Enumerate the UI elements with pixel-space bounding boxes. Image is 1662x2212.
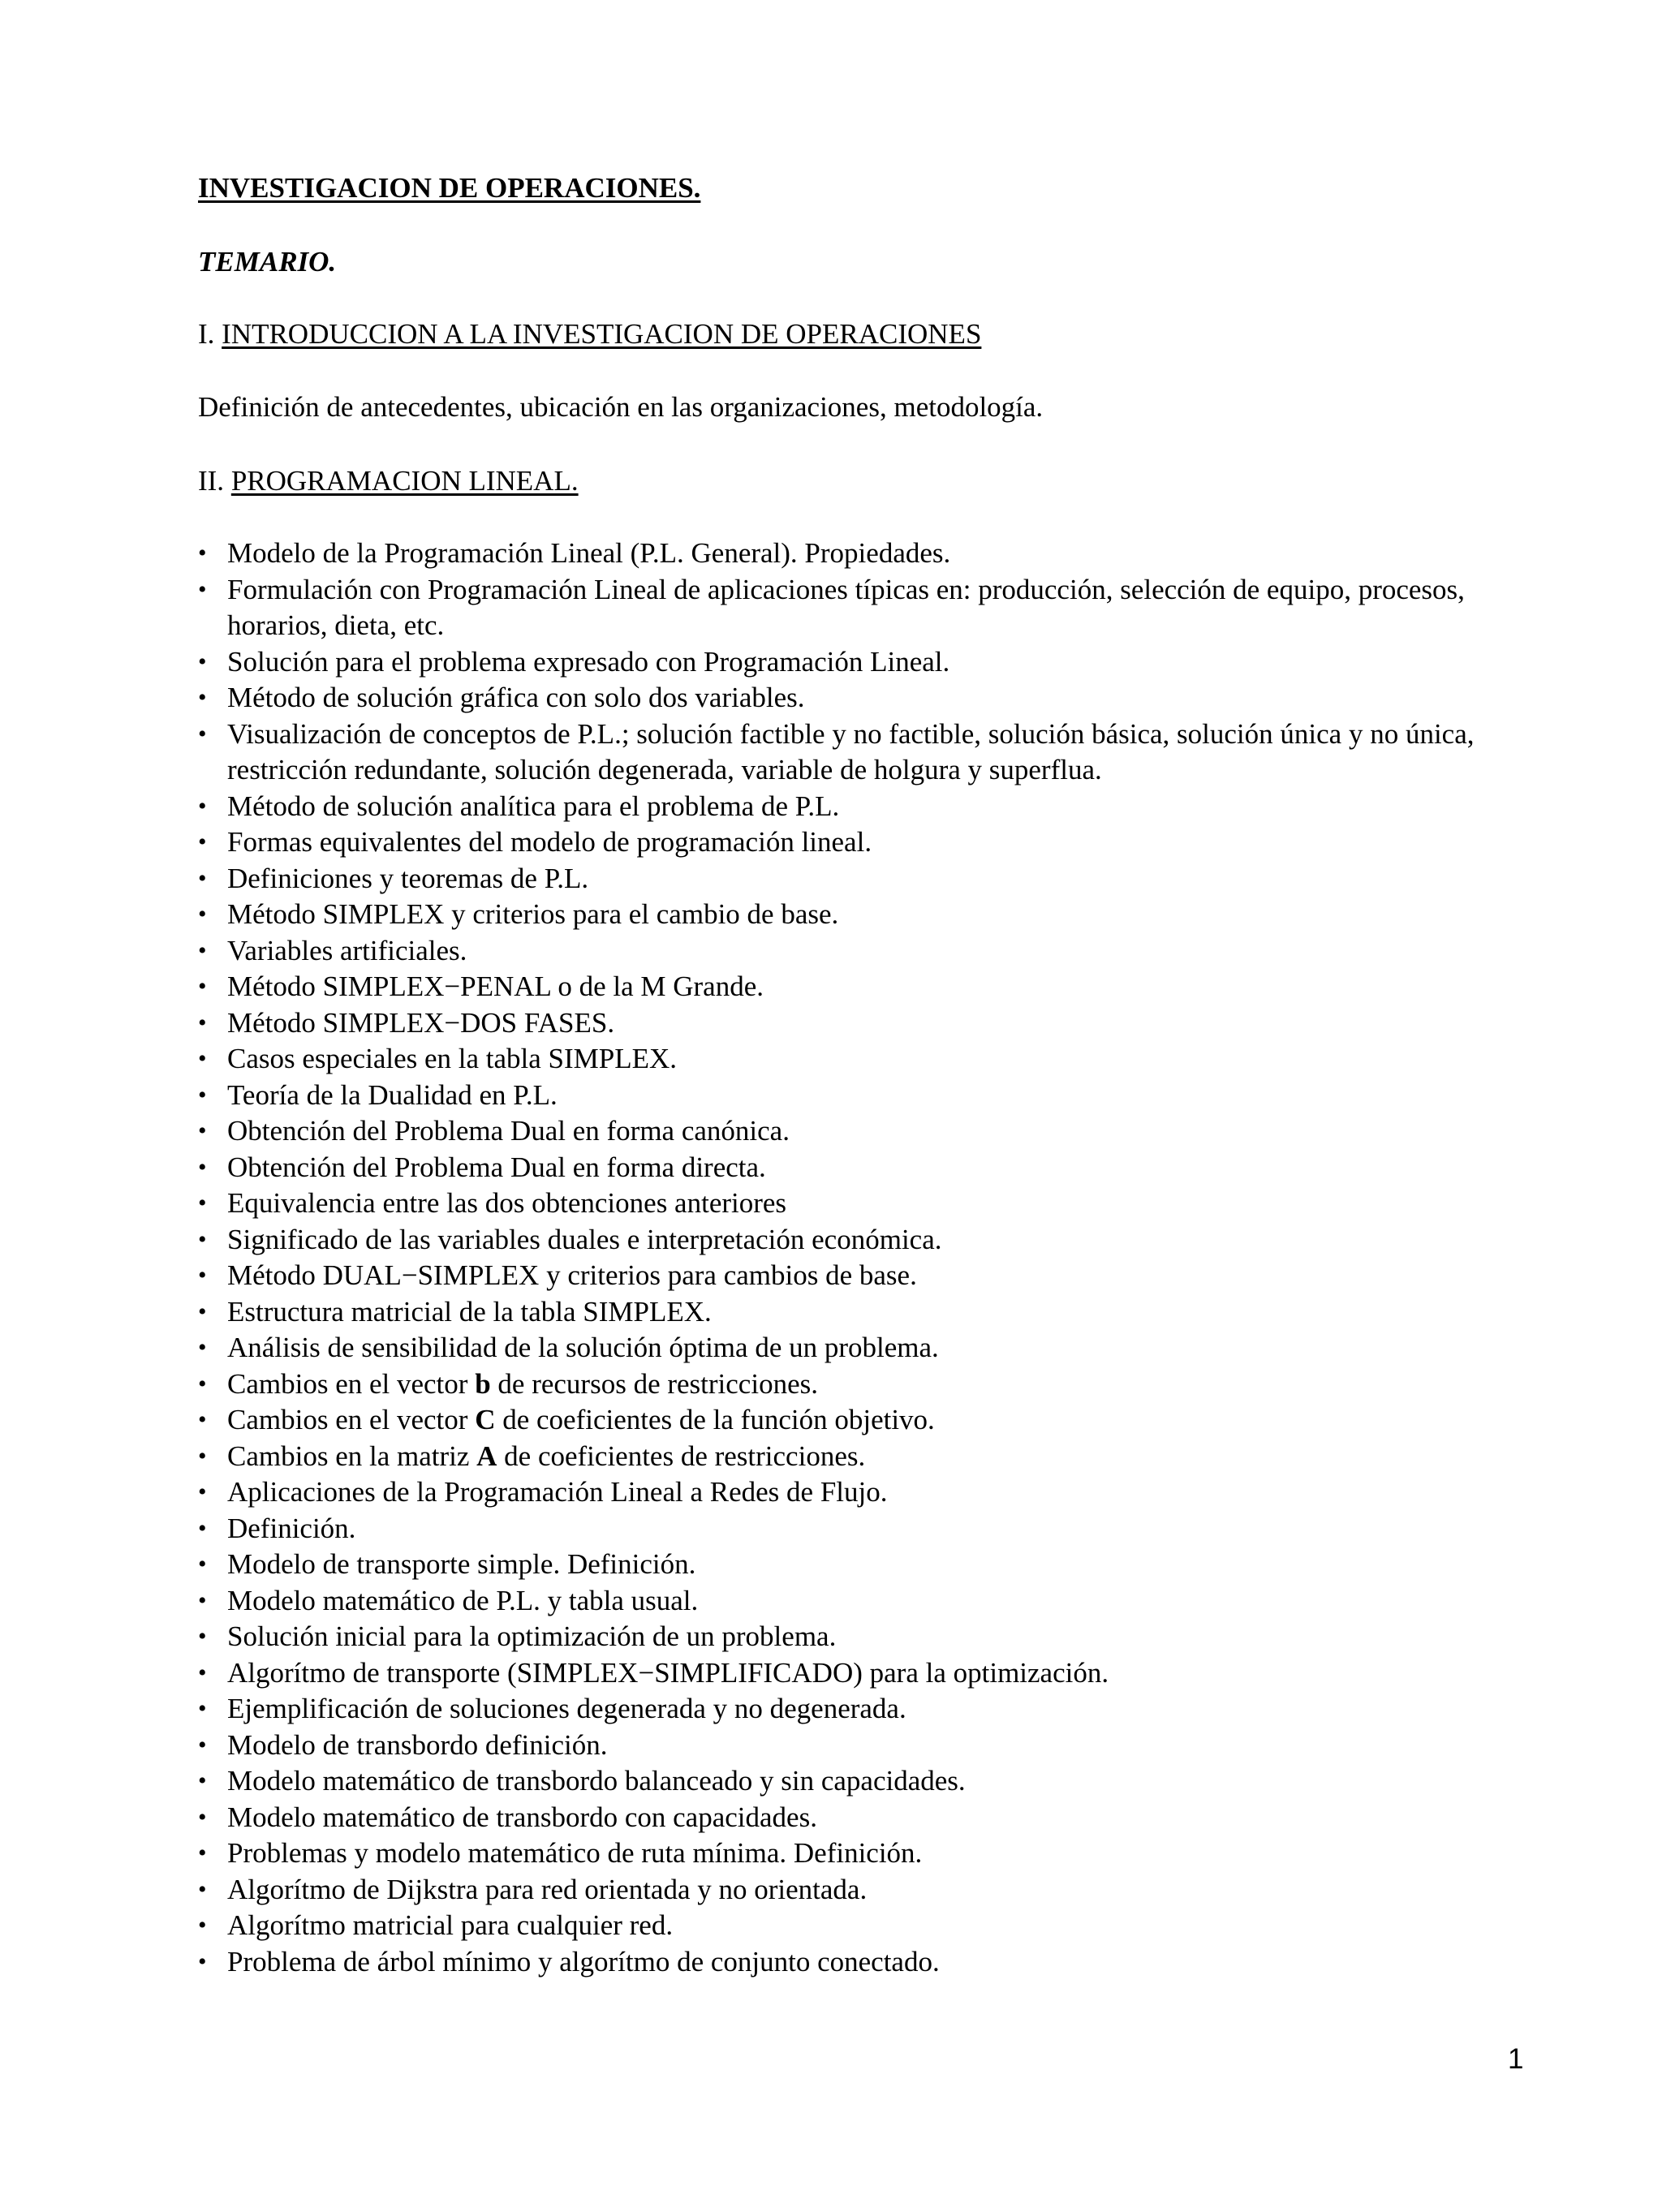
list-item <box>198 789 1513 825</box>
list-item-text: Visualización de conceptos de P.L.; solución factible y no factible, solución básica, solución única y no única, restricción redundante, solución degenerada, variable de holgura y superflua. <box>227 717 1475 785</box>
list-item-text: Método DUAL−SIMPLEX y criterios para cambios de base. <box>227 1259 917 1291</box>
list-item <box>198 644 1513 681</box>
list-item <box>198 717 1513 789</box>
bullet-icon: • <box>198 1947 207 1975</box>
bullet-icon: • <box>198 1045 207 1072</box>
topic-list <box>198 536 1513 1980</box>
bold-term: b <box>475 1367 491 1400</box>
bold-term: C <box>475 1404 496 1435</box>
page-number: 1 <box>1508 2043 1524 2075</box>
bullet-icon: • <box>198 1875 207 1903</box>
list-item <box>198 969 1513 1005</box>
list-item-text: Cambios en la matriz A de coeficientes de restricciones. <box>227 1440 866 1472</box>
list-item <box>198 1800 1513 1836</box>
list-item-text: Método SIMPLEX−DOS FASES. <box>227 1006 615 1039</box>
bullet-icon: • <box>198 792 207 820</box>
list-item <box>198 897 1513 933</box>
list-item <box>198 933 1513 970</box>
section-heading-introduccion <box>198 318 981 351</box>
bullet-icon: • <box>198 1478 207 1505</box>
list-item <box>198 824 1513 861</box>
bullet-icon: • <box>198 973 207 1000</box>
list-item <box>198 861 1513 897</box>
list-item <box>198 1294 1513 1331</box>
list-item-text: Modelo de la Programación Lineal (P.L. General). Propiedades. <box>227 537 951 569</box>
list-item <box>198 1041 1513 1078</box>
bullet-icon: • <box>198 1117 207 1144</box>
list-item-text: Solución para el problema expresado con Programación Lineal. <box>227 645 950 678</box>
bullet-icon: • <box>198 1406 207 1433</box>
bullet-icon: • <box>198 1695 207 1722</box>
bullet-icon: • <box>198 1334 207 1361</box>
list-item <box>198 1691 1513 1728</box>
list-item <box>198 1619 1513 1655</box>
list-item-text: Significado de las variables duales e interpretación económica. <box>227 1223 942 1255</box>
bullet-icon: • <box>198 720 207 747</box>
list-item-text: Aplicaciones de la Programación Lineal a Redes de Flujo. <box>227 1476 888 1508</box>
bullet-icon: • <box>198 1731 207 1758</box>
list-item-text: Formulación con Programación Lineal de aplicaciones típicas en: producción, selección de equipo, procesos, horarios, dieta, etc. <box>227 573 1465 641</box>
bullet-icon: • <box>198 1623 207 1650</box>
list-item-text: Modelo matemático de P.L. y tabla usual. <box>227 1584 699 1616</box>
bullet-icon: • <box>198 1009 207 1036</box>
list-item-text: Análisis de sensibilidad de la solución óptima de un problema. <box>227 1332 939 1363</box>
list-item-text: Formas equivalentes del modelo de programación lineal. <box>227 826 872 858</box>
list-item <box>198 1113 1513 1150</box>
bullet-icon: • <box>198 1225 207 1253</box>
list-item-text: Algorítmo de transporte (SIMPLEX−SIMPLIFICADO) para la optimización. <box>227 1656 1109 1689</box>
bold-term: A <box>476 1440 497 1472</box>
list-item <box>198 1511 1513 1547</box>
bullet-icon: • <box>198 1262 207 1289</box>
list-item-text: Cambios en el vector C de coeficientes de la función objetivo. <box>227 1404 935 1435</box>
list-item <box>198 1222 1513 1259</box>
list-item-text: Modelo matemático de transbordo balanceado y sin capacidades. <box>227 1765 966 1797</box>
list-item-text: Modelo de transporte simple. Definición. <box>227 1548 696 1580</box>
section-title: PROGRAMACION LINEAL. <box>230 465 579 497</box>
list-item-text: Método SIMPLEX−PENAL o de la M Grande. <box>227 970 764 1002</box>
list-item-text: Solución inicial para la optimización de un problema. <box>227 1620 837 1652</box>
list-item <box>198 1150 1513 1186</box>
bullet-icon: • <box>198 684 207 711</box>
bullet-icon: • <box>198 1190 207 1216</box>
section-paragraph: Definición de antecedentes, ubicación en las organizaciones, metodología. <box>198 391 1044 423</box>
list-item <box>198 572 1513 644</box>
list-item-text: Método de solución gráfica con solo dos variables. <box>227 682 805 713</box>
bullet-icon: • <box>198 1767 207 1794</box>
list-item-text: Método SIMPLEX y criterios para el cambio de base. <box>227 898 839 930</box>
list-item <box>198 1872 1513 1909</box>
list-item <box>198 536 1513 572</box>
list-item-text: Obtención del Problema Dual en forma directa. <box>227 1151 766 1183</box>
section-number: I. <box>198 318 215 350</box>
bullet-icon: • <box>198 648 207 675</box>
bullet-icon: • <box>198 828 207 855</box>
list-item-text: Problema de árbol mínimo y algorítmo de conjunto conectado. <box>227 1945 940 1977</box>
bullet-icon: • <box>198 936 207 964</box>
list-item-text: Método de solución analítica para el problema de P.L. <box>227 790 840 822</box>
list-item <box>198 1908 1513 1944</box>
list-item-text: Algorítmo de Dijkstra para red orientada y no orientada. <box>227 1873 868 1905</box>
list-item <box>198 1547 1513 1583</box>
list-item <box>198 1366 1513 1403</box>
list-item-text: Teoría de la Dualidad en P.L. <box>227 1078 558 1111</box>
bullet-icon: • <box>198 575 207 603</box>
bullet-icon: • <box>198 1514 207 1542</box>
list-item <box>198 1258 1513 1294</box>
list-item-text: Obtención del Problema Dual en forma canónica. <box>227 1115 790 1147</box>
list-item <box>198 1330 1513 1366</box>
bullet-icon: • <box>198 1659 207 1686</box>
list-item-text: Problemas y modelo matemático de ruta mínima. Definición. <box>227 1837 923 1869</box>
bullet-icon: • <box>198 1840 207 1866</box>
bullet-icon: • <box>198 1298 207 1325</box>
bullet-icon: • <box>198 1442 207 1470</box>
list-item-text: Ejemplificación de soluciones degenerada y no degenerada. <box>227 1693 906 1724</box>
list-item-text: Algorítmo matricial para cualquier red. <box>227 1909 674 1941</box>
list-item-text: Equivalencia entre las dos obtenciones anteriores <box>227 1187 787 1219</box>
list-item <box>198 680 1513 717</box>
bullet-icon: • <box>198 1370 207 1397</box>
list-item <box>198 1728 1513 1764</box>
list-item <box>198 1005 1513 1042</box>
list-item-text: Modelo matemático de transbordo con capacidades. <box>227 1801 817 1833</box>
document-subtitle: TEMARIO. <box>198 246 337 278</box>
list-item-text: Definición. <box>227 1512 356 1544</box>
bullet-icon: • <box>198 1912 207 1939</box>
list-item <box>198 1474 1513 1511</box>
list-item-text: Cambios en el vector b de recursos de restricciones. <box>227 1367 818 1400</box>
section-title: INTRODUCCION A LA INVESTIGACION DE OPERACIONES <box>222 318 982 350</box>
document-title: INVESTIGACION DE OPERACIONES. <box>198 172 701 204</box>
list-item <box>198 1583 1513 1620</box>
bullet-icon: • <box>198 1586 207 1614</box>
list-item <box>198 1944 1513 1981</box>
bullet-icon: • <box>198 540 207 566</box>
list-item-text: Casos especiales en la tabla SIMPLEX. <box>227 1043 678 1074</box>
list-item <box>198 1835 1513 1872</box>
list-item-text: Modelo de transbordo definición. <box>227 1728 608 1761</box>
bullet-icon: • <box>198 1803 207 1831</box>
list-item <box>198 1186 1513 1222</box>
bullet-icon: • <box>198 1081 207 1108</box>
list-item <box>198 1402 1513 1439</box>
list-item <box>198 1763 1513 1800</box>
list-item <box>198 1078 1513 1114</box>
bullet-icon: • <box>198 864 207 892</box>
list-item <box>198 1655 1513 1692</box>
bullet-icon: • <box>198 901 207 927</box>
list-item-text: Estructura matricial de la tabla SIMPLEX. <box>227 1295 712 1328</box>
bullet-icon: • <box>198 1153 207 1181</box>
bullet-icon: • <box>198 1551 207 1577</box>
section-number: II. <box>198 465 225 497</box>
list-item <box>198 1439 1513 1475</box>
list-item-text: Variables artificiales. <box>227 934 467 966</box>
section-heading-programacion-lineal <box>198 465 579 497</box>
list-item-text: Definiciones y teoremas de P.L. <box>227 862 589 894</box>
